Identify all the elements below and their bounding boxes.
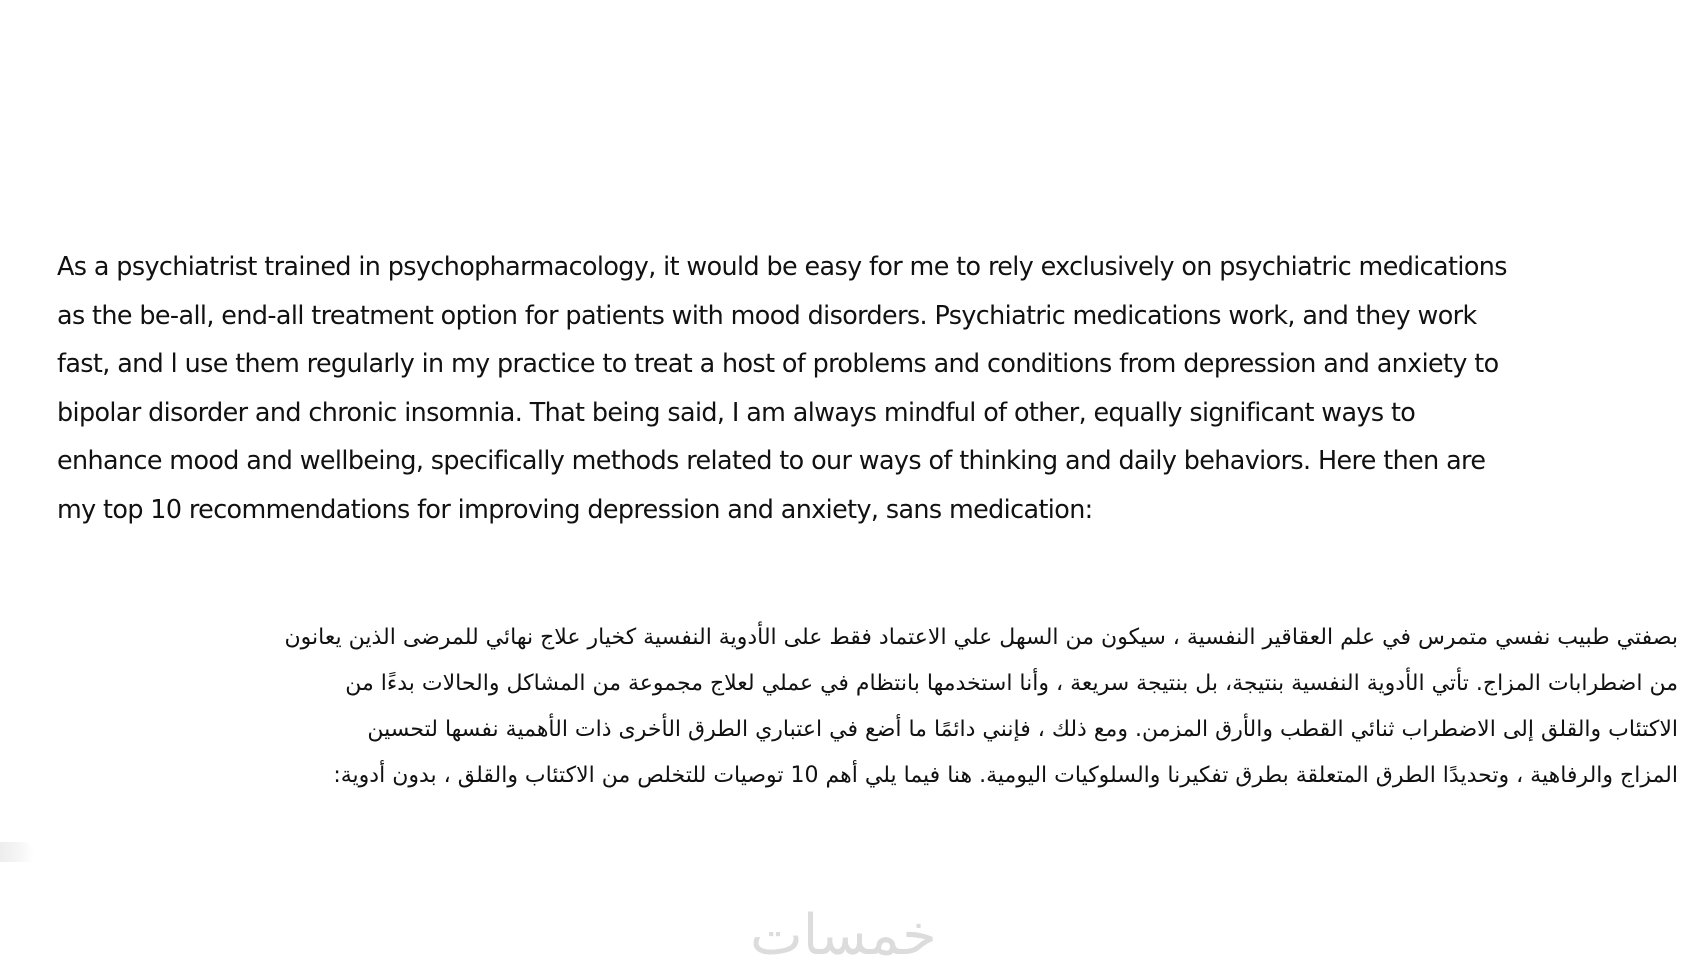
english-paragraph-line: my top 10 recommendations for improving depression and anxiety, sans medication:	[57, 493, 1093, 524]
arabic-paragraph-line: المزاج والرفاهية ، وتحديدًا الطرق المتعلقة بطرق تفكيرنا والسلوكيات اليومية. هنا فيما يلي أهم 10 توصيات للتخلص من الاكتئاب والقلق ، بدون أدوية:	[333, 763, 1678, 788]
page-edge-shadow	[0, 842, 34, 862]
english-paragraph-line: fast, and l use them regularly in my practice to treat a host of problems and conditions from depression and anxiety to	[57, 348, 1499, 378]
english-paragraph	[57, 242, 1687, 533]
arabic-paragraph-line: من اضطرابات المزاج. تأتي الأدوية النفسية بنتيجة، بل بنتيجة سريعة ، وأنا استخدمها بانتظام في عملي لعلاج مجموعة من المشاكل والحالات بدءًا من	[345, 671, 1678, 696]
english-paragraph-line: enhance mood and wellbeing, specifically methods related to our ways of thinking and daily behaviors. Here then are	[57, 445, 1486, 475]
arabic-paragraph-line: الاكتئاب والقلق إلى الاضطراب ثنائي القطب والأرق المزمن. ومع ذلك ، فإنني دائمًا ما أضع في اعتباري الطرق الأخرى ذات الأهمية نفسها لتحسين	[367, 717, 1678, 742]
english-paragraph-line: As a psychiatrist trained in psychopharmacology, it would be easy for me to rely exclusively on psychiatric medications	[57, 251, 1507, 281]
watermark-logo: خمسات	[750, 903, 937, 968]
english-paragraph-line: as the be-all, end-all treatment option for patients with mood disorders. Psychiatric medications work, and they work	[57, 299, 1477, 330]
arabic-paragraph-line: بصفتي طبيب نفسي متمرس في علم العقاقير النفسية ، سيكون من السهل علي الاعتماد فقط على الأدوية النفسية كخيار علاج نهائي للمرضى الذين يعانون	[284, 625, 1678, 650]
arabic-paragraph	[58, 615, 1678, 799]
english-paragraph-line: bipolar disorder and chronic insomnia. That being said, I am always mindful of other, equally significant ways to	[57, 396, 1416, 427]
